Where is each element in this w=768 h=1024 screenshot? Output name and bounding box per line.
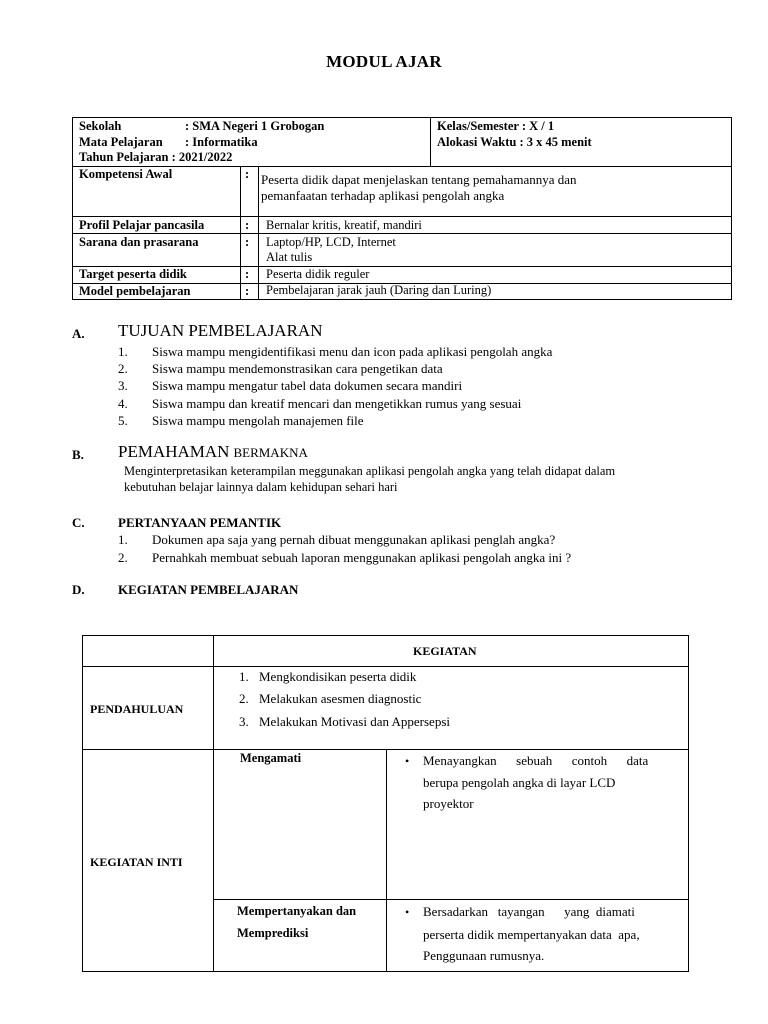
table-divider — [213, 636, 214, 971]
list-number: 3. — [239, 714, 249, 729]
page-title: MODUL AJAR — [326, 52, 442, 71]
list-number: 1. — [118, 344, 128, 359]
mempertanyakan-label: Mempertanyakan dan — [237, 904, 357, 918]
pendahuluan-label: PENDAHULUAN — [90, 702, 184, 716]
section-c-letter: C. — [72, 515, 85, 530]
list-item: Siswa mampu dan kreatif mencari dan mengetikkan rumus yang sesuai — [152, 396, 522, 411]
info-divider — [258, 166, 259, 300]
section-b-title — [118, 442, 308, 462]
mengamati-text: berupa pengolah angka di layar LCD — [423, 775, 616, 790]
list-item: Dokumen apa saja yang pernah dibuat menggunakan aplikasi penglah angka? — [152, 532, 556, 547]
row-separator: : — [245, 284, 250, 298]
list-item: Melakukan asesmen diagnostic — [259, 691, 422, 706]
row-value: Alat tulis — [266, 250, 313, 264]
table-divider — [83, 666, 688, 667]
list-item: Pernahkah membuat sebuah laporan menggunakan aplikasi pengolah angka ini ? — [152, 550, 572, 565]
section-d-letter: D. — [72, 582, 85, 597]
info-divider — [430, 118, 431, 166]
list-item: Melakukan Motivasi dan Appersepsi — [259, 714, 450, 729]
kegiatan-header: KEGIATAN — [413, 644, 477, 658]
kegiatan-inti-label: KEGIATAN INTI — [90, 855, 183, 869]
sekolah-label: Sekolah — [79, 119, 122, 133]
info-divider — [73, 216, 731, 217]
kelas-semester: Kelas/Semester : X / 1 — [437, 119, 555, 133]
row-separator: : — [245, 167, 250, 181]
list-number: 5. — [118, 413, 128, 428]
list-number: 2. — [118, 550, 128, 565]
section-a-letter: A. — [72, 326, 85, 341]
row-value: Peserta didik reguler — [266, 267, 370, 281]
row-value: pemanfaatan terhadap aplikasi pengolah angka — [261, 188, 505, 203]
list-item: Siswa mampu mengolah manajemen file — [152, 413, 364, 428]
list-number: 1. — [118, 532, 128, 547]
row-separator: : — [245, 235, 250, 249]
section-b-title-small: BERMAKNA — [233, 445, 308, 460]
row-separator: : — [245, 267, 250, 281]
list-number: 2. — [118, 361, 128, 376]
mengamati-text: Menayangkan sebuah contoh data — [423, 753, 649, 768]
mapel-label: Mata Pelajaran — [79, 135, 163, 149]
section-d-title: KEGIATAN PEMBELAJARAN — [118, 582, 299, 597]
list-item: Siswa mampu mengidentifikasi menu dan icon pada aplikasi pengolah angka — [152, 344, 553, 359]
info-divider — [73, 233, 731, 234]
list-item: Mengkondisikan peserta didik — [259, 669, 417, 684]
list-number: 1. — [239, 669, 249, 684]
bullet-icon: • — [405, 905, 410, 919]
row-label: Sarana dan prasarana — [79, 235, 199, 249]
sekolah-value: : SMA Negeri 1 Grobogan — [185, 119, 325, 133]
row-separator: : — [245, 218, 250, 232]
section-b-paragraph: Menginterpretasikan keterampilan meggunakan aplikasi pengolah angka yang telah didapat dalam — [124, 464, 616, 478]
row-value: Peserta didik dapat menjelaskan tentang pemahamannya dan — [261, 172, 577, 187]
section-b-paragraph: kebutuhan belajar lainnya dalam kehidupan sehari hari — [124, 480, 398, 494]
row-value: Bernalar kritis, kreatif, mandiri — [266, 218, 422, 232]
mempertanyakan-text: Bersadarkan tayangan yang diamati — [423, 904, 635, 919]
mengamati-text: proyektor — [423, 796, 474, 811]
list-item: Siswa mampu mengatur tabel data dokumen secara mandiri — [152, 378, 463, 393]
mempertanyakan-text: perserta didik mempertanyakan data apa, — [423, 927, 640, 942]
list-number: 2. — [239, 691, 249, 706]
row-value: Pembelajaran jarak jauh (Daring dan Luring) — [266, 283, 492, 297]
mapel-value: : Informatika — [185, 135, 258, 149]
row-label: Kompetensi Awal — [79, 167, 173, 181]
bullet-icon: • — [405, 754, 410, 768]
row-label: Profil Pelajar pancasila — [79, 218, 205, 232]
list-number: 3. — [118, 378, 128, 393]
alokasi-waktu: Alokasi Waktu : 3 x 45 menit — [437, 135, 592, 149]
info-table — [72, 117, 732, 300]
table-divider — [213, 899, 688, 900]
mempertanyakan-text: Penggunaan rumusnya. — [423, 948, 545, 963]
row-label: Target peserta didik — [79, 267, 187, 281]
list-item: Siswa mampu mendemonstrasikan cara pengetikan data — [152, 361, 443, 376]
kegiatan-table — [82, 635, 689, 972]
mengamati-label: Mengamati — [240, 751, 302, 765]
table-divider — [386, 749, 387, 971]
mempertanyakan-label: Memprediksi — [237, 926, 309, 940]
info-divider — [240, 166, 241, 300]
row-value: Laptop/HP, LCD, Internet — [266, 235, 396, 249]
section-b-letter: B. — [72, 447, 84, 462]
section-a-title: TUJUAN PEMBELAJARAN — [118, 321, 323, 340]
list-number: 4. — [118, 396, 128, 411]
section-b-title-big: PEMAHAMAN — [118, 442, 230, 461]
section-c-title: PERTANYAAN PEMANTIK — [118, 515, 282, 530]
row-label: Model pembelajaran — [79, 284, 191, 298]
tahun-pelajaran: Tahun Pelajaran : 2021/2022 — [79, 150, 233, 164]
